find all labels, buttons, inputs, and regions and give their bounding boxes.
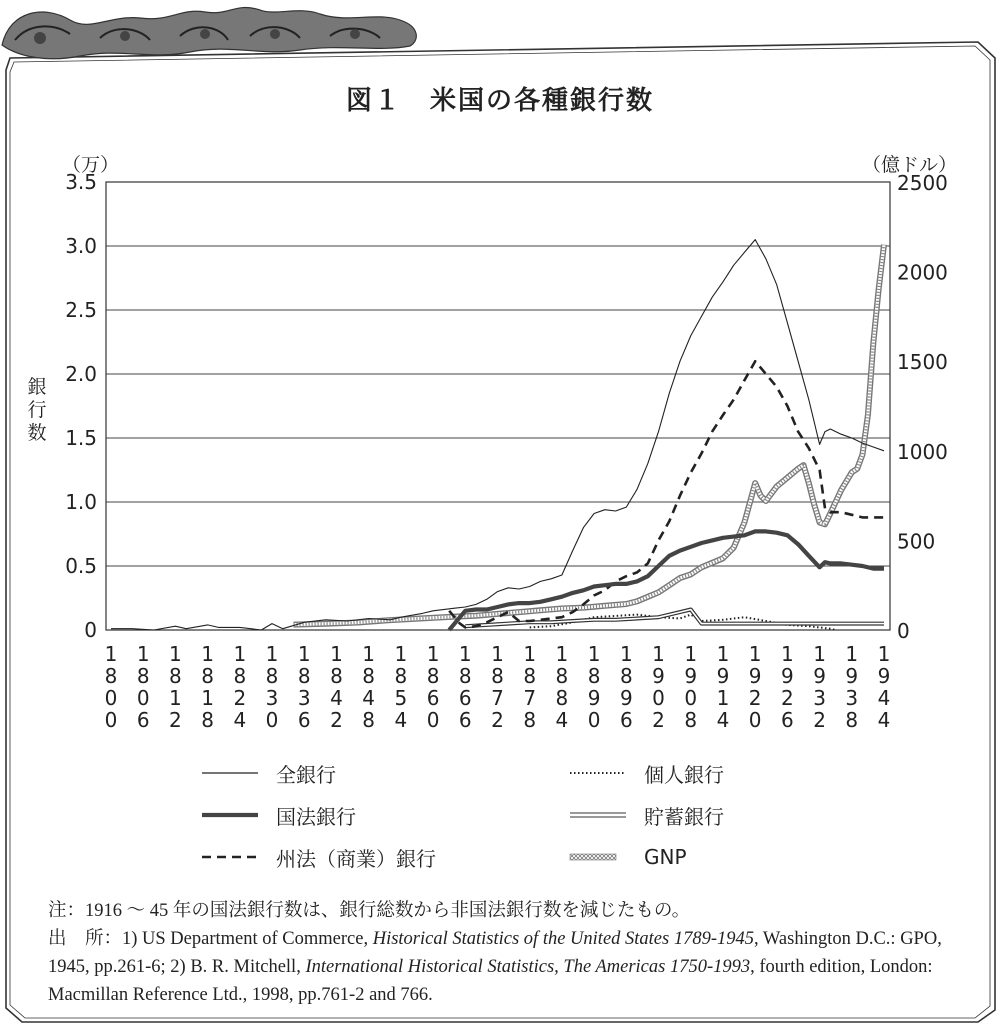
left-tick-label: 0 [84,618,97,642]
x-tick-label: 1 9 0 8 [684,642,698,732]
note-text: 注：1916 〜 45 年の国法銀行数は、銀行総数から非国法銀行数を減じたもの。 [48,901,691,921]
x-tick-label: 1 8 9 0 [587,642,601,732]
source-text: 出 所：1) US Department of Commerce, Historical Statistics of the United States 1789-1945, Washington D.C.: GPO, 1945, pp.261-6; 2) B. R. Mitchell, International Historical Statistics, The Americas 1750-1993, fourth edition, London: Macmillan Reference Ltd., 1998, pp.761-2 and 766. [48,929,942,1005]
right-tick-label: 1000 [897,439,948,464]
legend-item-savings-banks [568,800,724,830]
x-tick-label: 1 8 4 8 [362,642,376,732]
x-tick-label: 1 8 0 0 [104,642,118,732]
y-axis-label: 銀行数 [27,376,47,444]
series-line-all-banks [111,240,884,630]
left-tick-label: 3.5 [65,170,97,194]
left-tick-label: 2.0 [65,362,97,386]
x-tick-label: 1 8 8 4 [555,642,569,732]
chart-title: 図１ 米国の各種銀行数 [345,86,654,116]
legend-swatch-thick [200,810,260,820]
x-tick-label: 1 9 2 0 [748,642,762,732]
right-tick-label: 2000 [897,260,948,285]
x-tick-label: 1 8 6 0 [426,642,440,732]
left-tick-label: 1.0 [65,490,97,514]
legend-swatch-dashed [200,852,260,862]
legend-label: 個人銀行 [644,762,724,787]
legend-swatch-thin [200,768,260,778]
left-axis-unit: （万） [62,154,120,176]
right-tick-label: 0 [897,619,910,643]
left-tick-label: 3.0 [65,234,97,258]
x-tick-label: 1 9 2 6 [781,642,794,732]
x-tick-label: 1 8 2 4 [233,642,247,732]
plot-area [106,182,890,630]
legend-item-national-banks [200,800,356,830]
right-tick-label: 1500 [897,350,948,375]
legend-item-all-banks [200,758,336,788]
x-tick-label: 1 9 3 2 [813,642,826,732]
legend-item-state-banks [200,842,436,872]
x-tick-label: 1 9 1 4 [716,642,730,732]
legend-swatch-dotted [568,768,628,778]
legend-swatch-hatched [568,852,628,862]
x-tick-label: 1 9 0 2 [652,642,665,732]
legend-label: GNP [644,845,687,869]
legend-label: 全銀行 [276,762,336,787]
legend-item-private-banks [568,758,724,788]
x-tick-label: 1 8 4 2 [330,642,343,732]
x-tick-label: 1 9 4 4 [877,642,891,732]
x-tick-label: 1 8 1 8 [201,642,214,732]
legend-swatch-double [568,810,628,820]
x-tick-label: 1 8 7 2 [491,642,504,732]
series-line-gnp [294,245,885,625]
x-tick-label: 1 8 7 8 [523,642,537,732]
left-tick-label: 1.5 [65,426,97,450]
right-tick-label: 2500 [897,171,948,195]
right-axis-unit: （億ドル） [862,154,958,176]
legend-label: 国法銀行 [276,804,356,829]
x-tick-label: 1 8 5 4 [394,642,408,732]
x-tick-label: 1 8 1 2 [169,642,182,732]
right-tick-label: 500 [897,529,936,554]
legend-item-gnp [568,842,687,872]
x-tick-label: 1 8 6 6 [458,642,472,732]
x-tick-label: 1 9 3 8 [845,642,859,732]
x-tick-label: 1 8 0 6 [136,642,150,732]
x-tick-label: 1 8 3 0 [265,642,279,732]
left-tick-label: 0.5 [65,554,97,578]
legend-label: 貯蓄銀行 [644,804,724,829]
notes-block [48,897,968,1009]
x-tick-label: 1 8 9 6 [619,642,633,732]
x-tick-label: 1 8 3 6 [297,642,311,732]
legend-label: 州法（商業）銀行 [276,846,436,871]
left-tick-label: 2.5 [65,298,97,322]
